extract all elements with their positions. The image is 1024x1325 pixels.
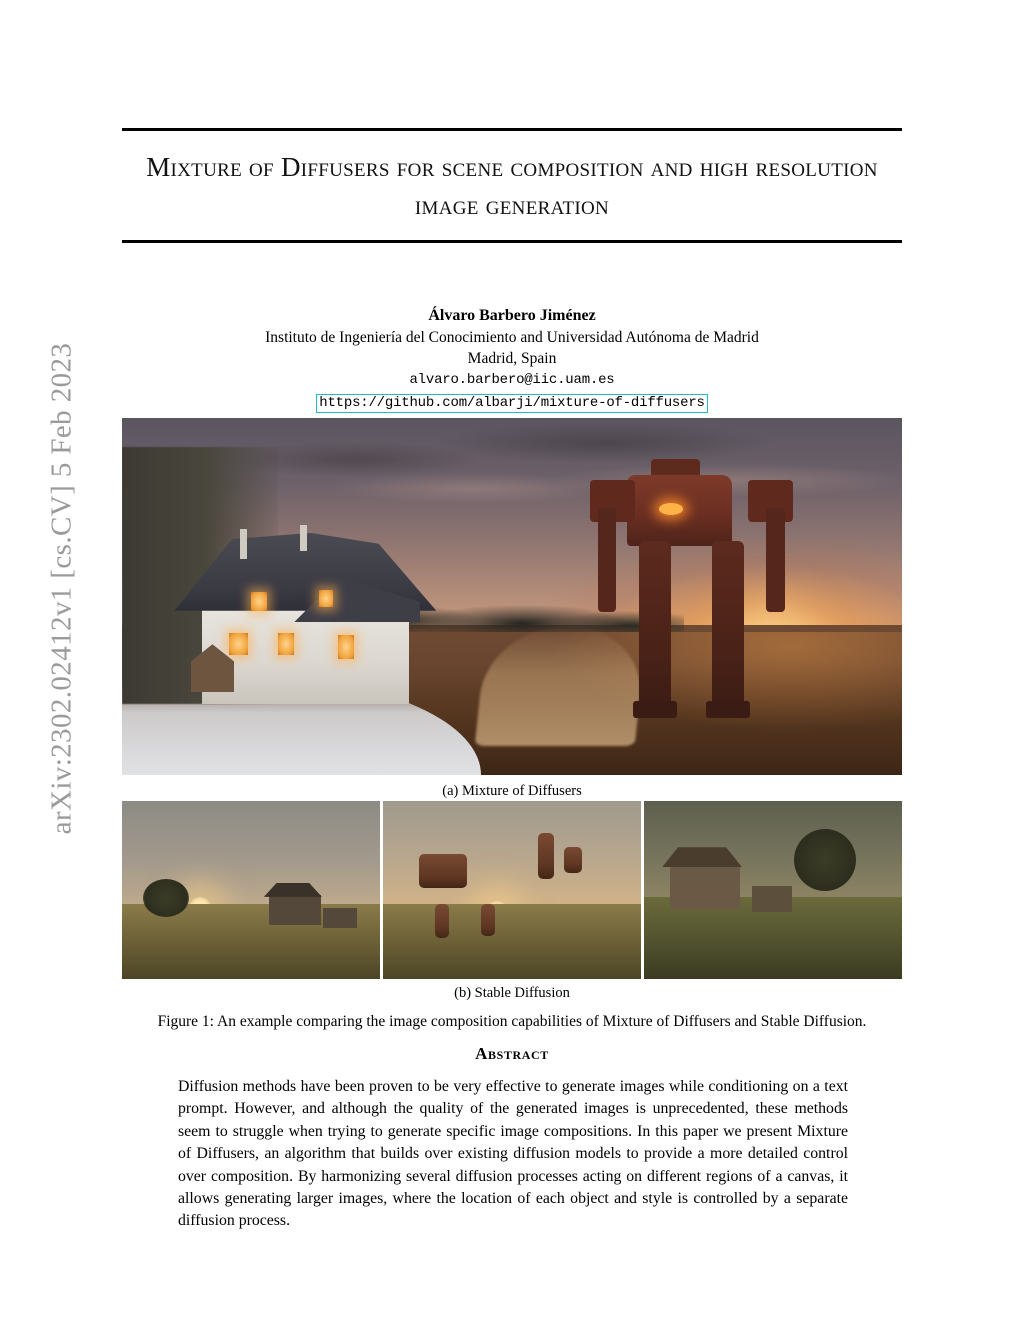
panel2-ground [383,904,641,979]
author-link-wrapper [122,392,902,413]
panel2-mech-torso [419,854,467,888]
cottage [169,518,442,704]
panel2-mech-leg-right [481,904,495,936]
page-title: Mixture of Diffusers for scene composition and high resolution image generation [146,152,878,220]
window-4 [251,592,267,611]
window-5 [319,590,333,607]
panel2-mech-block [564,847,582,873]
author-affiliation: Instituto de Ingeniería del Conocimiento and Universidad Autónoma de Madrid [265,329,759,346]
subcaption-a: (a) Mixture of Diffusers [442,783,582,799]
title-rule-bottom [122,240,902,243]
abstract-text: Diffusion methods have been proven to be very effective to generate images while conditioning on a text prompt. However, and although the quality of the generated images is unprecedented, these methods seem to struggle when trying to generate specific image compositions. In this paper we present Mixture of Diffusers, an algorithm that builds over existing diffusion models to provide a more detailed control over composition. By harmonizing several diffusion processes acting on different regions of a canvas, it allows generating larger images, where the location of each object and style is controlled by a separate diffusion process. [178,1078,848,1230]
figure-a-image [122,418,902,775]
abstract-heading: Abstract [475,1044,549,1063]
mech-foot-right [706,701,751,717]
mech-leg-right [712,541,744,711]
figure-caption: Figure 1: An example comparing the image composition capabilities of Mixture of Diffusers and Stable Diffusion. [157,1013,867,1030]
figure-b-panel-2 [383,801,641,979]
github-link[interactable]: https://github.com/albarji/mixture-of-diffusers [316,394,707,413]
window-1 [229,633,248,655]
paper-page [122,0,902,1325]
author-location: Madrid, Spain [467,350,557,367]
mech-arm-right [766,508,784,612]
chimney-left [240,529,247,559]
window-3 [338,635,354,659]
subcaption-b: (b) Stable Diffusion [454,985,570,1001]
window-2 [278,633,294,655]
chimney-right [300,525,307,551]
panel1-house [269,895,321,925]
panel2-mech-leg-left [435,904,449,938]
panel2-mech-tower [538,833,554,879]
panel3-house [670,865,740,909]
mech-robot [590,475,793,711]
panel3-outbuilding [752,886,792,912]
mech-leg-left [639,541,671,711]
mech-arm-left [598,508,616,612]
figure-b-panel-1 [122,801,380,979]
mech-foot-left [633,701,678,717]
title-rule-top [122,128,902,131]
panel1-barn [323,908,357,928]
author-email: alvaro.barbero@iic.uam.es [409,372,615,388]
author-block [122,305,902,413]
figure-b-panel-3 [644,801,902,979]
panel3-tree [794,829,856,891]
author-name: Álvaro Barbero Jiménez [428,307,596,324]
panel1-tree [143,879,189,917]
figure-b-images [122,801,902,979]
arxiv-stamp: arXiv:2302.02412v1 [cs.CV] 5 Feb 2023 [45,342,78,835]
